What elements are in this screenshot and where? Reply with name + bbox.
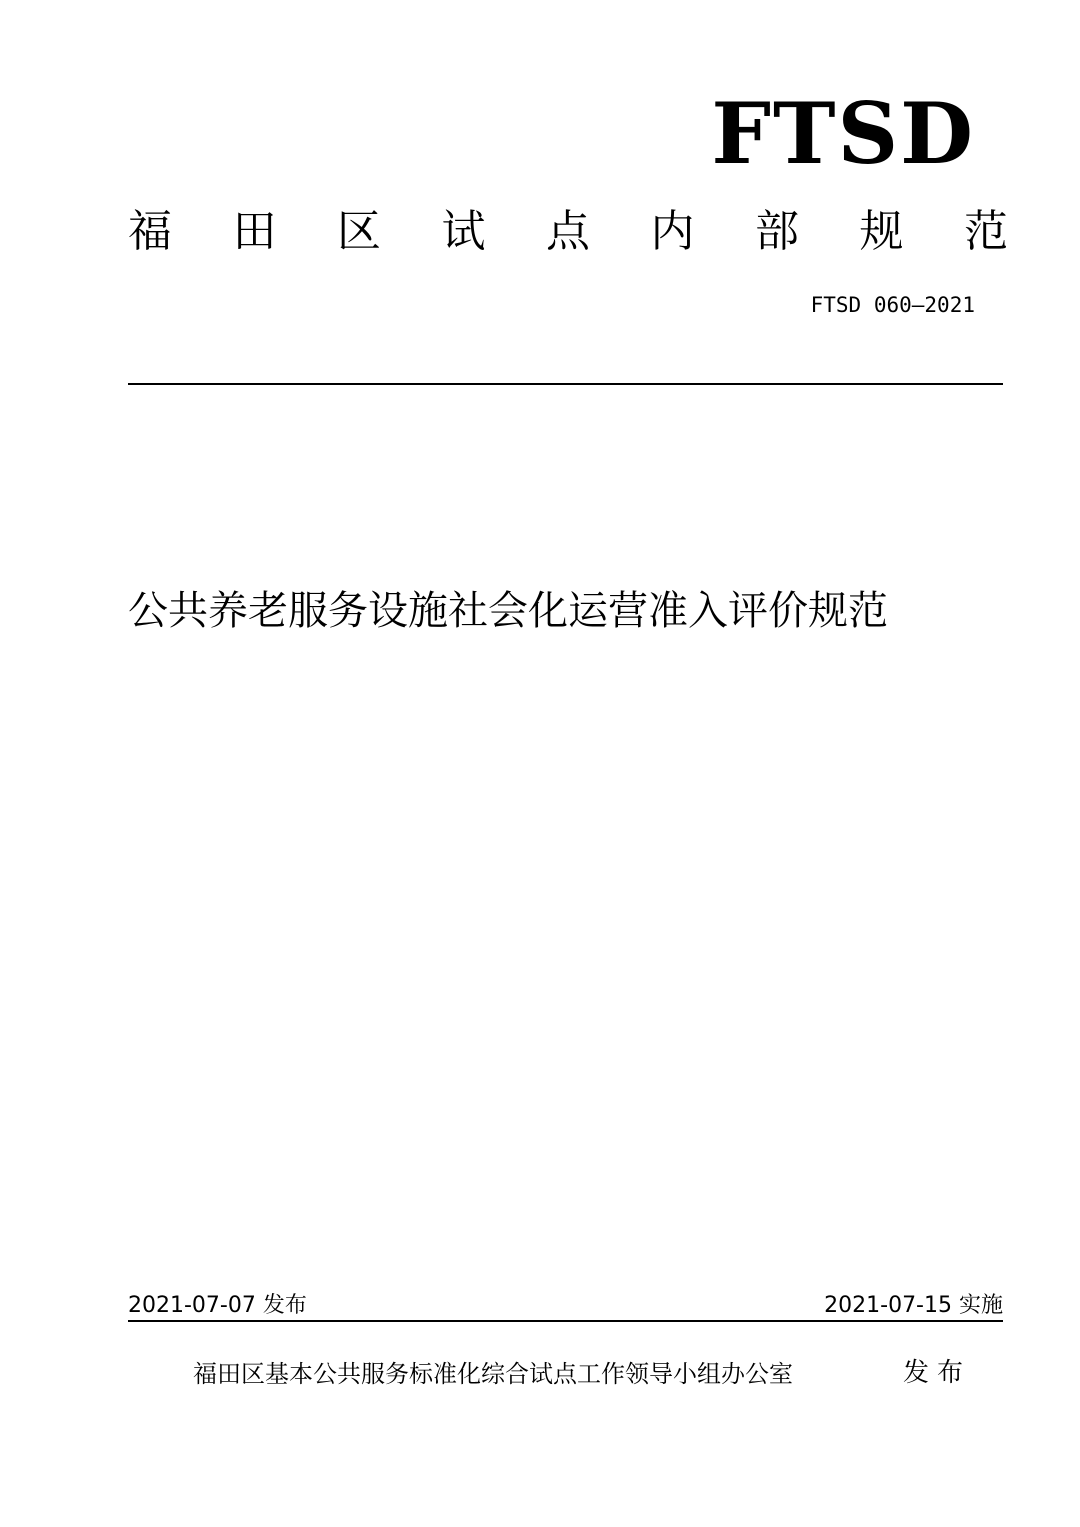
doc-type-char: 内 [650, 206, 695, 257]
doc-type-char: 范 [964, 206, 1008, 257]
doc-type-char: 规 [859, 206, 904, 257]
doc-type-char: 部 [755, 206, 799, 257]
doc-type-char: 福 [128, 206, 172, 257]
publish-label: 发布 [903, 1358, 972, 1388]
bottom-divider [128, 1320, 1003, 1322]
doc-type-char: 试 [441, 206, 486, 257]
doc-type-char: 区 [337, 206, 381, 257]
ftsd-logo: FTSD [711, 84, 975, 183]
document-type-heading [128, 206, 1008, 257]
doc-type-char: 田 [232, 206, 277, 257]
publisher-name: 福田区基本公共服务标准化综合试点工作领导小组办公室 [193, 1360, 793, 1388]
effective-date: 2021-07-15 实施 [824, 1293, 1003, 1318]
document-number: FTSD 060—2021 [810, 293, 975, 317]
document-title: 公共养老服务设施社会化运营准入评价规范 [128, 588, 888, 634]
top-divider [128, 383, 1003, 385]
issue-date: 2021-07-07 发布 [128, 1293, 307, 1318]
doc-type-char: 点 [546, 206, 590, 257]
